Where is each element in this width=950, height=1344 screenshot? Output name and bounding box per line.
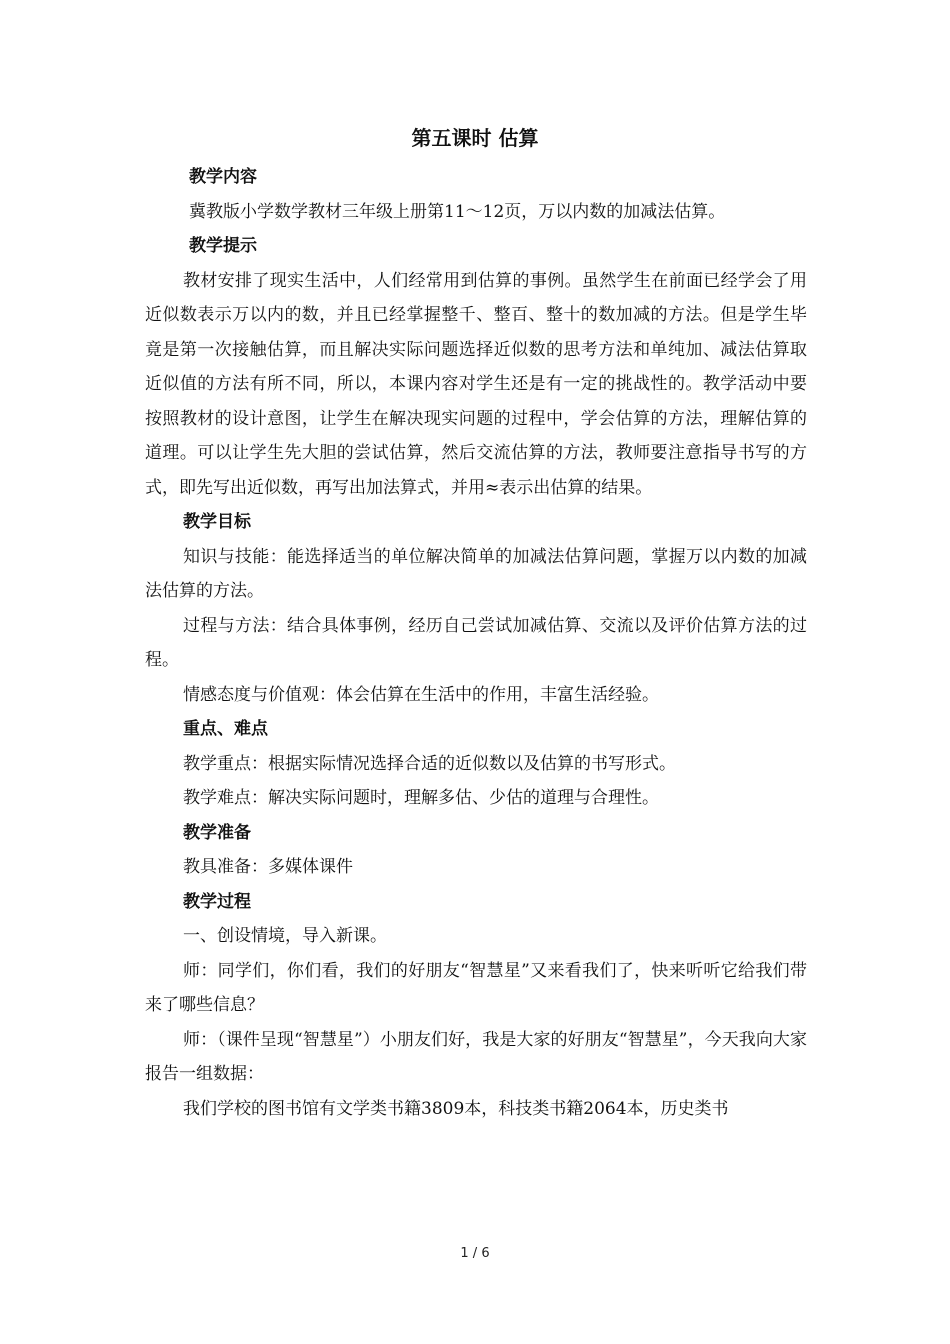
paragraph: 教材安排了现实生活中，人们经常用到估算的事例。虽然学生在前面已经学会了用近似数表示万以内的数，并且已经掌握整千、整百、整十的数加减的方法。但是学生毕竟是第一次接触估算，而且解决实际问题选择近似数的思考方法和单纯加、减法估算取近似值的方法有所不同，所以，本课内容对学生还是有一定的挑战性的。教学活动中要按照教材的设计意图，让学生在解决现实问题的过程中，学会估算的方法，理解估算的道理。可以让学生先大胆的尝试估算，然后交流估算的方法，教师要注意指导书写的方式，即先写出近似数，再写出加法算式，并用≈表示出估算的结果。: [145, 270, 807, 498]
paragraph: 知识与技能：能选择适当的单位解决简单的加减法估算问题，掌握万以内数的加减法估算的方法。: [145, 546, 807, 601]
paragraph: 教具准备：多媒体课件: [183, 857, 353, 877]
section-heading: 教学提示: [189, 236, 257, 256]
section-heading: 教学准备: [183, 822, 251, 843]
page-title: 第五课时 估算: [411, 126, 539, 150]
paragraph: 师：（课件呈现“智慧星”）小朋友们好，我是大家的好朋友“智慧星”，今天我向大家报告一组数据：: [145, 1029, 807, 1084]
section-heading: 教学过程: [183, 891, 251, 912]
paragraph: 教学重点：根据实际情况选择合适的近似数以及估算的书写形式。: [183, 753, 676, 774]
paragraph: 我们学校的图书馆有文学类书籍3809本，科技类书籍2064本，历史类书: [183, 1098, 729, 1119]
paragraph: 教学难点：解决实际问题时，理解多估、少估的道理与合理性。: [183, 788, 659, 808]
section-heading: 教学目标: [183, 512, 251, 532]
section-heading: 重点、难点: [183, 719, 268, 739]
paragraph: 冀教版小学数学教材三年级上册第11～12页，万以内数的加减法估算。: [189, 201, 726, 222]
page-number: 1 / 6: [460, 1246, 490, 1261]
section-heading: 教学内容: [189, 167, 257, 187]
paragraph: 情感态度与价值观：体会估算在生活中的作用，丰富生活经验。: [183, 684, 659, 705]
paragraph: 师：同学们，你们看，我们的好朋友“智慧星”又来看我们了，快来听听它给我们带来了哪些信息？: [145, 960, 807, 1015]
document-body: [145, 160, 807, 1126]
paragraph: 过程与方法：结合具体事例，经历自己尝试加减估算、交流以及评价估算方法的过程。: [145, 615, 807, 670]
paragraph: 一、创设情境，导入新课。: [183, 926, 387, 946]
